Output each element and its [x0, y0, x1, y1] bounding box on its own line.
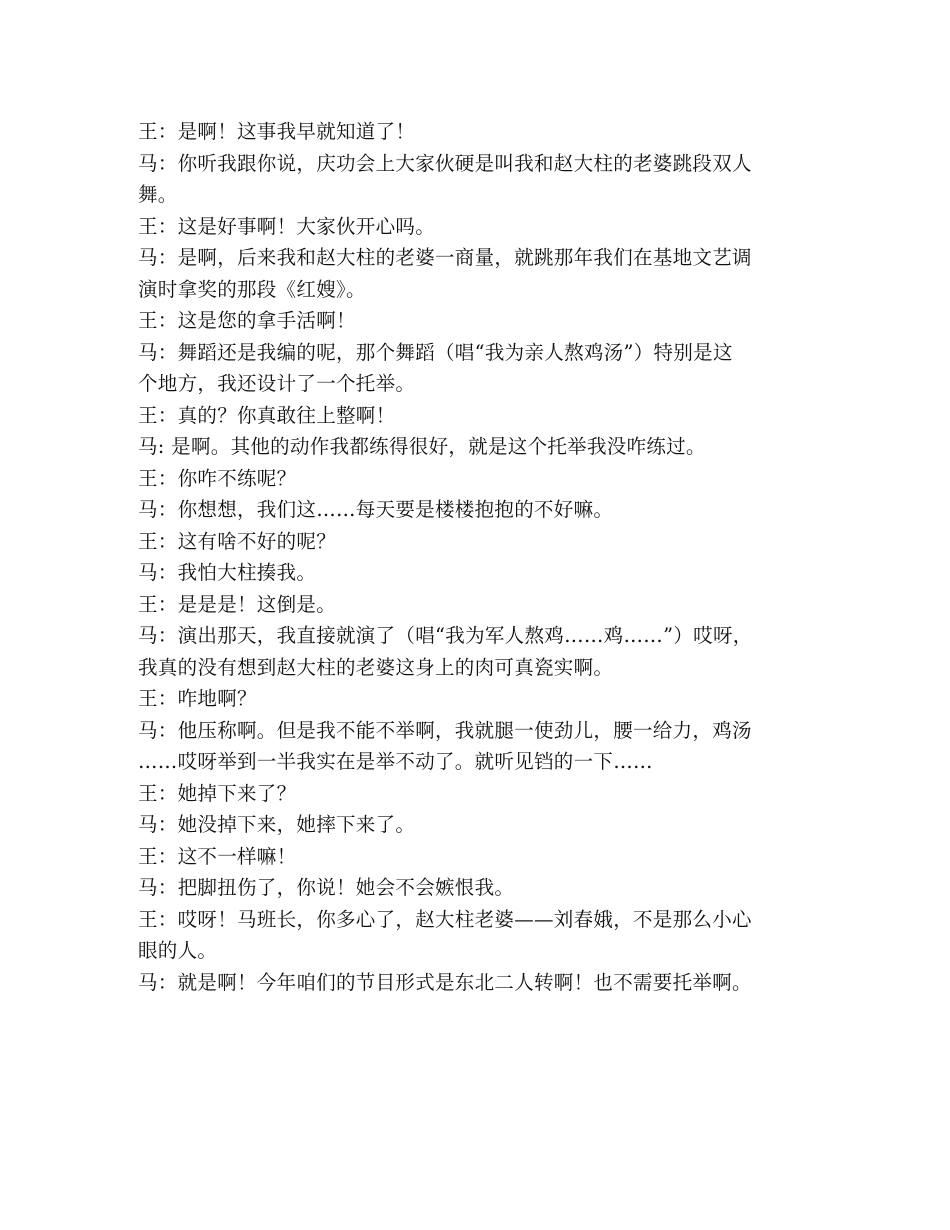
dialogue-line: 马：是啊，后来我和赵大柱的老婆一商量，就跳那年我们在基地文艺调	[138, 246, 752, 269]
dialogue-text	[138, 116, 828, 998]
dialogue-line: 演时拿奖的那段《红嫂》。	[138, 277, 366, 301]
dialogue-line: 王：她掉下来了？	[138, 781, 297, 805]
dialogue-line: ……哎呀举到一半我实在是举不动了。就听见铛的一下……	[138, 750, 653, 773]
dialogue-line: 王：这不一样嘛！	[138, 844, 297, 868]
dialogue-line: 王：是是是！这倒是。	[138, 592, 337, 616]
dialogue-line: 马：他压称啊。但是我不能不举啊，我就腿一使劲儿，腰一给力，鸡汤	[138, 718, 752, 742]
dialogue-line: 王：咋地啊？	[138, 687, 257, 710]
dialogue-line: 眼的人。	[138, 939, 218, 962]
dialogue-line: 王：哎呀！马班长，你多心了，赵大柱老婆——刘春娥，不是那么小心	[138, 907, 752, 931]
dialogue-line: 马：你听我跟你说，庆功会上大家伙硬是叫我和赵大柱的老婆跳段双人	[138, 151, 752, 175]
dialogue-line: 马: 是啊。其他的动作我都练得很好，就是这个托举我没咋练过。	[138, 435, 706, 458]
dialogue-line: 舞。	[138, 183, 178, 206]
dialogue-line: 马：她没掉下来，她摔下来了。	[138, 813, 416, 836]
dialogue-line: 王：是啊！这事我早就知道了！	[138, 120, 416, 143]
dialogue-line: 王：你咋不练呢？	[138, 466, 297, 490]
dialogue-line: 马：我怕大柱揍我。	[138, 561, 317, 584]
dialogue-line: 我真的没有想到赵大柱的老婆这身上的肉可真瓷实啊。	[138, 655, 614, 679]
dialogue-line: 马：把脚扭伤了，你说！她会不会嫉恨我。	[138, 876, 515, 899]
dialogue-line: 王：这是好事啊！大家伙开心吗。	[138, 214, 436, 238]
dialogue-line: 马：你想想，我们这……每天要是楼楼抱抱的不好嘛。	[138, 498, 614, 521]
dialogue-line: 王：这有啥不好的呢？	[138, 529, 337, 553]
dialogue-line: 王：这是您的拿手活啊！	[138, 309, 356, 332]
dialogue-line: 王：真的？你真敢往上整啊！	[138, 403, 396, 427]
dialogue-line: 个地方，我还设计了一个托举。	[138, 372, 416, 395]
dialogue-line: 马：舞蹈还是我编的呢，那个舞蹈（唱“我为亲人熬鸡汤”）特别是这	[138, 340, 733, 364]
dialogue-line: 马：就是啊！今年咱们的节目形式是东北二人转啊！也不需要托举啊。	[138, 970, 752, 994]
dialogue-line: 马：演出那天，我直接就演了（唱“我为军人熬鸡……鸡……”）哎呀，	[138, 624, 753, 647]
